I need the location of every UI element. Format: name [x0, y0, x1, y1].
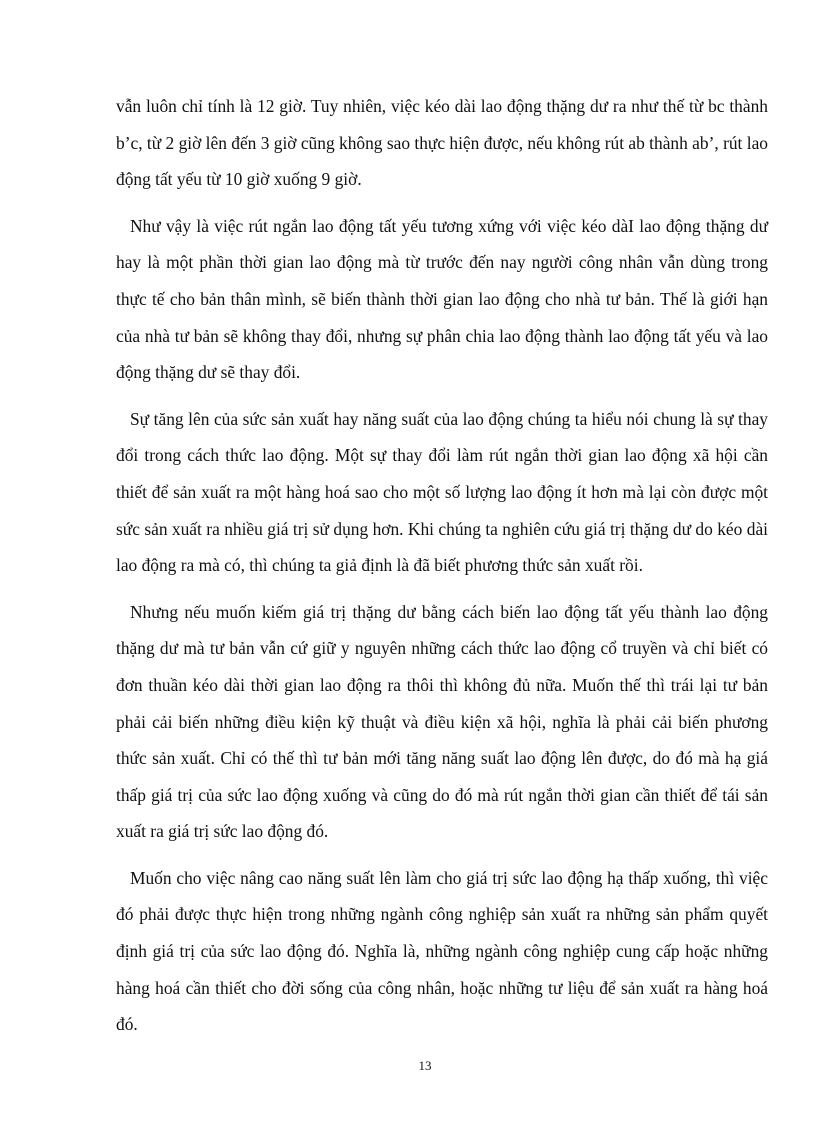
page-number: 13	[418, 1058, 432, 1073]
paragraph-productivity: Sự tăng lên của sức sản xuất hay năng suất của lao động chúng ta hiểu nói chung là sự thay đổi trong cách thức lao động. Một sự thay đổi làm rút ngắn thời gian lao động xã hội cần thiết để sản xuất ra một hàng hoá sao cho một số lượng lao động ít hơn mà lại còn được một sức sản xuất ra nhiều giá trị sử dụng hơn. Khi chúng ta nghiên cứu giá trị thặng dư do kéo dài lao động ra mà có, thì chúng ta giả định là đã biết phương thức sản xuất rồi.	[116, 408, 768, 576]
paragraph-production-method: Nhưng nếu muốn kiếm giá trị thặng dư bằng cách biến lao động tất yếu thành lao động thặng dư mà tư bản vẫn cứ giữ y nguyên những cách thức lao động cổ truyền và chỉ biết có đơn thuần kéo dài thời gian lao động ra thôi thì không đủ nữa. Muốn thế thì trái lại tư bản phải cải biến những điều kiện kỹ thuật và điều kiện xã hội, nghĩa là phải cải biến phương thức sản xuất. Chỉ có thế thì tư bản mới tăng năng suất lao động lên được, do đó mà hạ giá thấp giá trị của sức lao động xuống và cũng do đó mà rút ngắn thời gian cần thiết để tái sản xuất ra giá trị sức lao động đó.	[116, 601, 768, 842]
body-text	[116, 88, 768, 1053]
paragraph-industries: Muốn cho việc nâng cao năng suất lên làm cho giá trị sức lao động hạ thấp xuống, thì việc đó phải được thực hiện trong những ngành công nghiệp sản xuất ra những sản phẩm quyết định giá trị của sức lao động đó. Nghĩa là, những ngành công nghiệp cung cấp hoặc những hàng hoá cần thiết cho đời sống của công nhân, hoặc những tư liệu để sản xuất ra hàng hoá đó.	[116, 867, 768, 1035]
paragraph-continuation: vẫn luôn chỉ tính là 12 giờ. Tuy nhiên, việc kéo dài lao động thặng dư ra như thế từ bc thành b’c, từ 2 giờ lên đến 3 giờ cũng không sao thực hiện được, nếu không rút ab thành ab’, rút lao động tất yếu từ 10 giờ xuống 9 giờ.	[116, 96, 768, 190]
paragraph-necessary-labor: Như vậy là việc rút ngắn lao động tất yếu tương xứng với việc kéo dàI lao động thặng dư hay là một phần thời gian lao động mà từ trước đến nay người công nhân vẫn dùng trong thực tế cho bản thân mình, sẽ biến thành thời gian lao động cho nhà tư bản. Thế là giới hạn của nhà tư bản sẽ không thay đổi, nhưng sự phân chia lao động thành lao động tất yếu và lao động thặng dư sẽ thay đổi.	[116, 215, 768, 383]
